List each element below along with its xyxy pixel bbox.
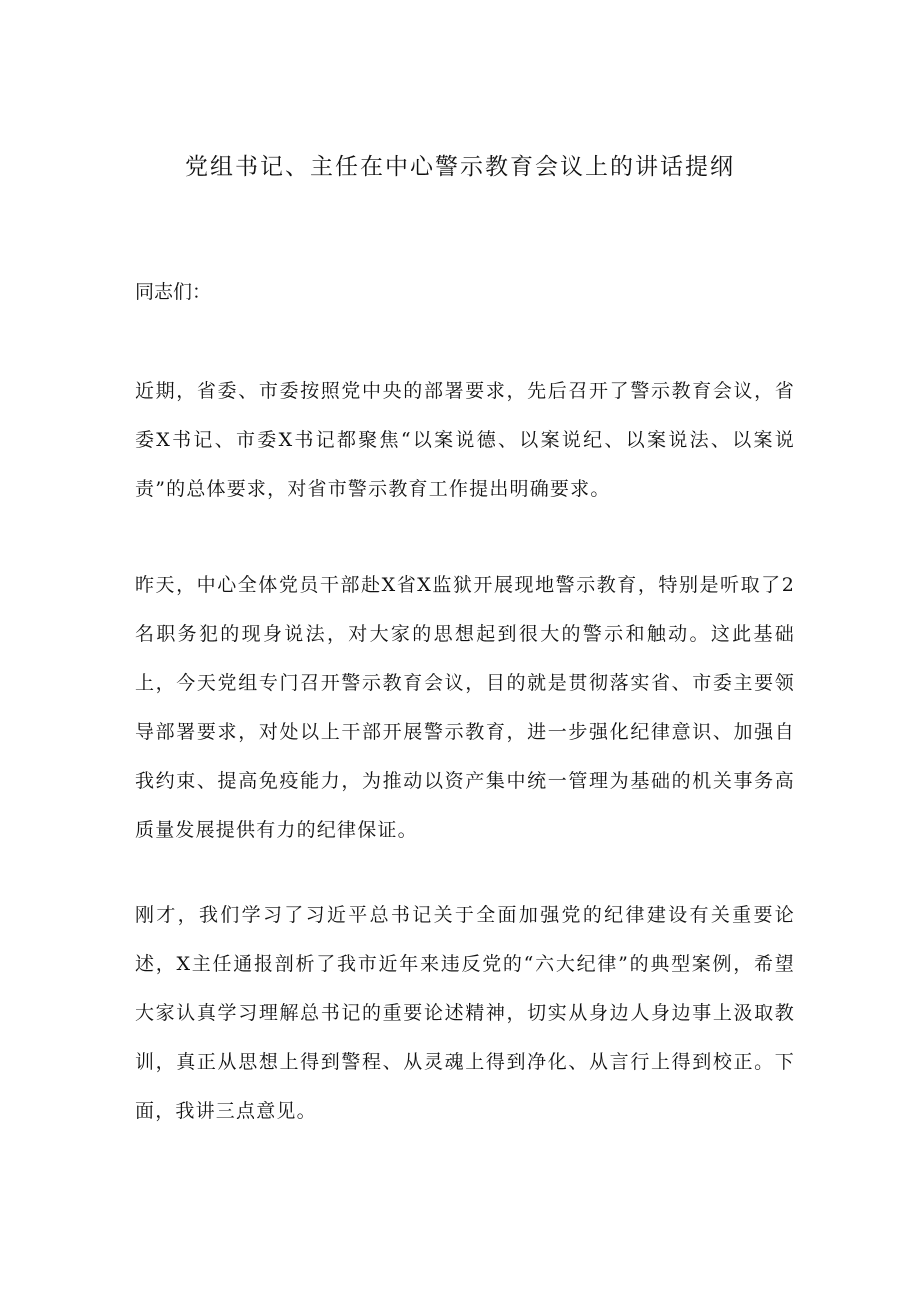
salutation: 同志们： [135,281,212,303]
document-title: 党组书记、主任在中心警示教育会议上的讲话提纲 [185,154,735,180]
paragraph-1: 近期，省委、市委按照党中央的部署要求，先后召开了警示教育会议，省委X书记、市委X书记都聚焦“以案说德、以案说纪、以案说法、以案说责”的总体要求，对省市警示教育工作提出明确要求。 [135,380,795,500]
paragraph-2: 昨天，中心全体党员干部赴X省X监狱开展现地警示教育，特别是听取了2名职务犯的现身说法，对大家的思想起到很大的警示和触动。这此基础上，今天党组专门召开警示教育会议，目的就是贯彻落实省、市委主要领导部署要求，对处以上干部开展警示教育，进一步强化纪律意识、加强自我约束、提高免疫能力，为推动以资产集中统一管理为基础的机关事务高质量发展提供有力的纪律保证。 [135,574,795,841]
paragraph-3: 刚才，我们学习了习近平总书记关于全面加强党的纪律建设有关重要论述，X主任通报剖析了我市近年来违反党的“六大纪律”的典型案例，希望大家认真学习理解总书记的重要论述精神，切实从身边人身边事上汲取教训，真正从思想上得到警程、从灵魂上得到净化、从言行上得到校正。下面，我讲三点意见。 [135,904,795,1122]
